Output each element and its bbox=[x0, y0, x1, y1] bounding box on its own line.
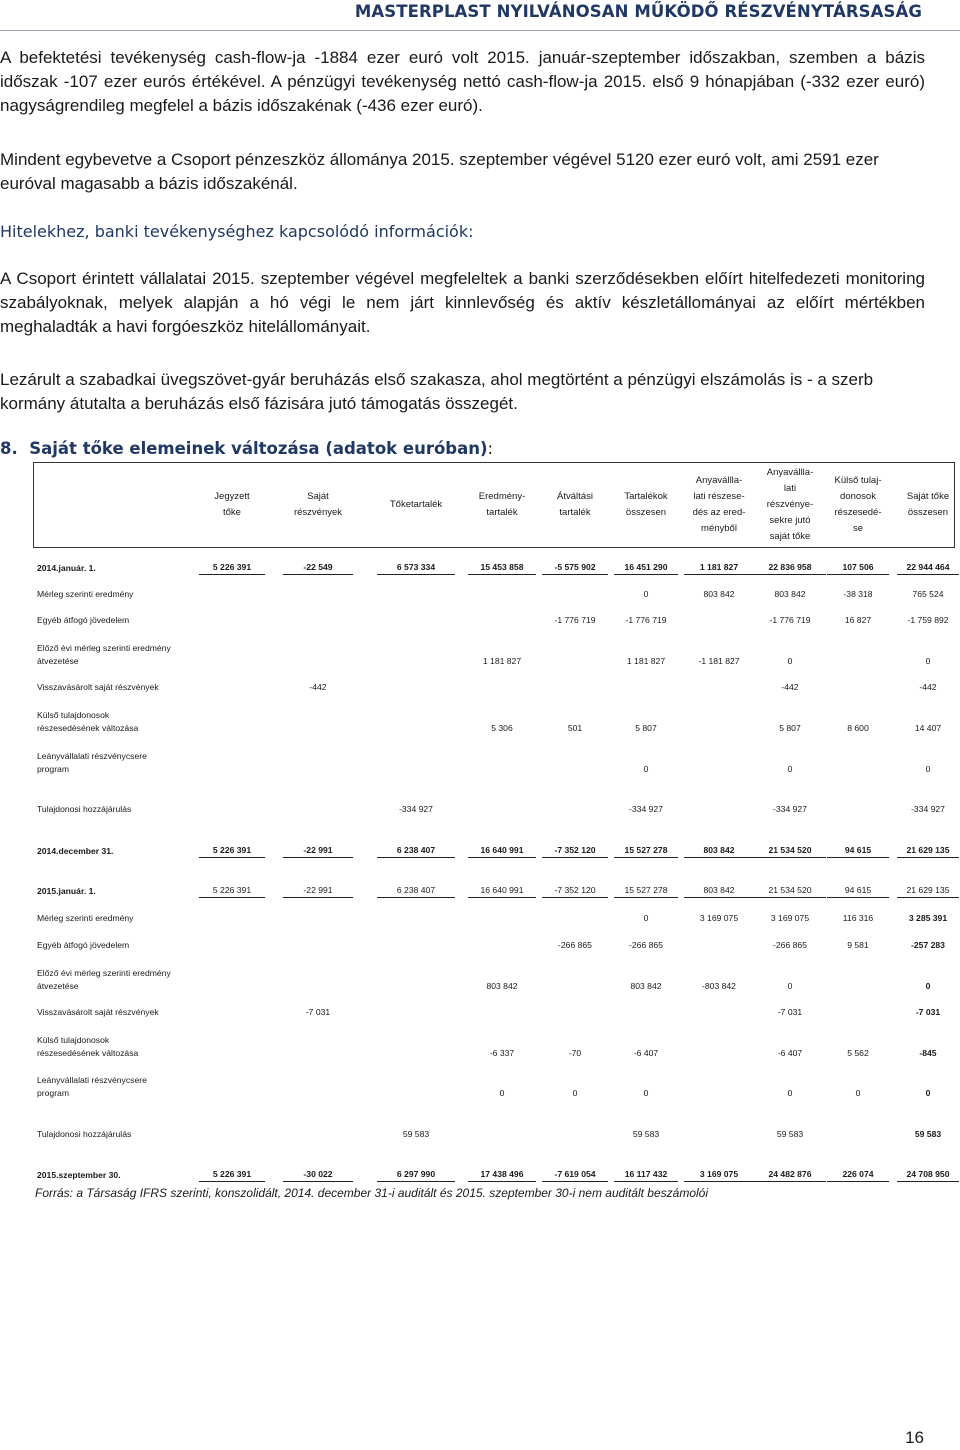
table-cell: -22 549 bbox=[283, 561, 353, 575]
table-cell: 0 bbox=[925, 981, 931, 991]
row-label bbox=[37, 1128, 131, 1141]
table-cell: 24 708 950 bbox=[897, 1168, 959, 1182]
paragraph-cashflow: A befektetési tevékenység cash-flow-ja -1884 ezer euró volt 2015. január-szeptember időszakban, szemben a bázis időszak -107 ezer eurós értékével. A pénzügyi tevékenység nettó cash-flow-ja 2015. első 9 hónapjában (-332 ezer euró) nagyságrendileg megfelel a bázis időszakénak (-436 ezer euró). bbox=[0, 48, 925, 115]
table-cell: 15 527 278 bbox=[614, 884, 678, 898]
table-cell: -7 031 bbox=[777, 1007, 803, 1017]
row-label bbox=[37, 939, 129, 952]
row-label-line: program bbox=[37, 1088, 69, 1098]
column-header bbox=[278, 462, 358, 548]
table-cell: 15 453 858 bbox=[468, 561, 536, 575]
table-cell: 5 807 bbox=[779, 723, 801, 733]
table-row bbox=[37, 597, 957, 627]
table-cell: 16 117 432 bbox=[614, 1168, 678, 1182]
row-label bbox=[37, 1006, 159, 1019]
table-cell: 5 226 391 bbox=[199, 844, 265, 858]
paragraph-bank-covenants: A Csoport érintett vállalatai 2015. szeptember végével megfeleltek a banki szerződésekben előírt hitelfedezeti monitoring szabályoknak, melyek alapján a hó végi le nem járt kinnlevőség és aktív készletállományai az előírt mértékben meghaladták a havi forgóeszköz hitelállományait. bbox=[0, 269, 925, 336]
paragraph-cash-balance: Mindent egybevetve a Csoport pénzeszköz állománya 2015. szeptember végével 5120 ezer euró volt, ami 2591 ezer euróval magasabb a bázis időszakénál. bbox=[0, 150, 879, 193]
table-cell: -442 bbox=[919, 682, 937, 692]
row-label-line: 2014.december 31. bbox=[37, 846, 114, 856]
table-row bbox=[37, 705, 957, 735]
table-cell: 803 842 bbox=[684, 884, 754, 898]
table-cell: 6 573 334 bbox=[377, 561, 455, 575]
table-row bbox=[37, 922, 957, 952]
table-cell: 21 629 135 bbox=[897, 844, 959, 858]
table-cell: 0 bbox=[855, 1088, 861, 1098]
table-cell: 0 bbox=[643, 1088, 649, 1098]
table-cell: -1 776 719 bbox=[554, 615, 596, 625]
subheading-bank-info: Hitelekhez, banki tevékenységhez kapcsolódó információk: bbox=[0, 222, 474, 241]
paragraph-investment: Lezárult a szabadkai üvegszövet-gyár beruházás első szakasza, ahol megtörtént a pénzügyi elszámolás is - a szerb kormány átutalta a beruházás első fázisára jutó támogatás összegét. bbox=[0, 370, 874, 413]
table-cell: -38 318 bbox=[843, 589, 873, 599]
column-header-line: részvények bbox=[293, 507, 343, 518]
table-cell: -1 776 719 bbox=[769, 615, 811, 625]
row-label-line: Egyéb átfogó jövedelem bbox=[37, 615, 130, 625]
table-cell: 94 615 bbox=[827, 884, 889, 898]
table-cell: -334 927 bbox=[773, 804, 807, 814]
table-cell: 1 181 827 bbox=[684, 561, 754, 575]
row-label-line: 2015.szeptember 30. bbox=[37, 1170, 121, 1180]
section-title-text: Saját tőke elemeinek változása (adatok euróban) bbox=[29, 439, 488, 458]
table-cell: 0 bbox=[787, 764, 793, 774]
column-header-line: Tartalékok bbox=[624, 491, 668, 502]
table-cell: 22 836 958 bbox=[754, 561, 826, 575]
table-cell: 803 842 bbox=[684, 844, 754, 858]
table-cell: -266 865 bbox=[558, 940, 592, 950]
table-cell: -6 407 bbox=[777, 1048, 803, 1058]
row-label-line: Előző évi mérleg szerinti eredmény bbox=[37, 968, 171, 978]
row-label bbox=[37, 614, 129, 627]
column-header-line: Jegyzett bbox=[214, 491, 250, 502]
table-cell: 0 bbox=[499, 1088, 505, 1098]
table-cell: 501 bbox=[567, 723, 583, 733]
table-cell: 5 562 bbox=[847, 1048, 869, 1058]
page-number: 16 bbox=[905, 1428, 924, 1447]
column-header-line: részvénye- bbox=[766, 499, 814, 510]
table-row bbox=[37, 1111, 957, 1141]
table-cell: 1 181 827 bbox=[626, 656, 666, 666]
row-label-line: részesedésének változása bbox=[37, 1048, 139, 1058]
row-label-line: Visszavásárolt saját részvények bbox=[37, 1007, 159, 1017]
row-label bbox=[37, 681, 159, 694]
table-source-footnote: Forrás: a Társaság IFRS szerinti, konszolidált, 2014. december 31-i auditált és 2015. szeptember 30-i nem auditált beszámolói bbox=[35, 1186, 708, 1200]
column-header-line: részesedé- bbox=[834, 507, 882, 518]
row-label-line: Visszavásárolt saját részvények bbox=[37, 682, 159, 692]
table-cell: 14 407 bbox=[914, 723, 942, 733]
row-label bbox=[37, 1074, 147, 1100]
column-header bbox=[818, 462, 898, 548]
table-cell: 5 226 391 bbox=[199, 561, 265, 575]
row-label bbox=[37, 1169, 121, 1182]
table-cell: 59 583 bbox=[632, 1129, 660, 1139]
table-cell: -334 927 bbox=[629, 804, 663, 814]
column-header-line: Tőketartalék bbox=[389, 499, 443, 510]
table-cell: 3 169 075 bbox=[684, 1168, 754, 1182]
table-row bbox=[37, 664, 957, 694]
table-cell: 6 297 990 bbox=[377, 1168, 455, 1182]
table-cell: -442 bbox=[781, 682, 799, 692]
column-header bbox=[535, 462, 615, 548]
table-cell: -845 bbox=[919, 1048, 937, 1058]
table-cell: -30 022 bbox=[283, 1168, 353, 1182]
table-cell: 803 842 bbox=[486, 981, 518, 991]
column-header-line: Anyavállla- bbox=[766, 467, 814, 478]
table-cell: 16 827 bbox=[844, 615, 872, 625]
table-cell: 59 583 bbox=[914, 1129, 942, 1139]
table-cell: -334 927 bbox=[911, 804, 945, 814]
row-label-line: Egyéb átfogó jövedelem bbox=[37, 940, 130, 950]
column-header bbox=[376, 462, 456, 548]
table-cell: 5 306 bbox=[491, 723, 513, 733]
table-cell: 16 640 991 bbox=[468, 884, 536, 898]
column-header-line: tartalék bbox=[486, 507, 518, 518]
table-cell: 9 581 bbox=[847, 940, 869, 950]
table-cell: 21 534 520 bbox=[754, 844, 826, 858]
column-header-line: Saját tőke bbox=[906, 491, 950, 502]
table-cell: -442 bbox=[309, 682, 327, 692]
column-header-line: tartalék bbox=[559, 507, 591, 518]
row-label-line: részesedésének változása bbox=[37, 723, 139, 733]
table-row bbox=[37, 895, 957, 925]
table-row bbox=[37, 1030, 957, 1060]
column-header bbox=[192, 462, 272, 548]
table-cell: 0 bbox=[787, 656, 793, 666]
table-cell: -7 031 bbox=[915, 1007, 941, 1017]
column-header-line: donosok bbox=[840, 491, 876, 502]
table-cell: 5 226 391 bbox=[199, 1168, 265, 1182]
column-header-line: se bbox=[852, 523, 864, 534]
document-header-company: MASTERPLAST NYILVÁNOSAN MŰKÖDŐ RÉSZVÉNYTÁRSASÁG bbox=[354, 2, 922, 21]
row-label-line: Külső tulajdonosok bbox=[37, 710, 110, 720]
table-row bbox=[37, 1070, 957, 1100]
row-label-line: átvezetése bbox=[37, 656, 79, 666]
table-cell: 0 bbox=[787, 1088, 793, 1098]
table-row bbox=[37, 1152, 957, 1182]
table-cell: -7 619 054 bbox=[542, 1168, 608, 1182]
table-cell: 8 600 bbox=[847, 723, 869, 733]
table-cell: 0 bbox=[787, 981, 793, 991]
row-label bbox=[37, 750, 147, 776]
table-cell: 803 842 bbox=[774, 589, 806, 599]
row-label-line: Leányvállalati részvénycsere bbox=[37, 1075, 147, 1085]
row-label-line: Előző évi mérleg szerinti eredmény bbox=[37, 643, 171, 653]
table-cell: -7 031 bbox=[305, 1007, 331, 1017]
table-cell: 0 bbox=[643, 589, 649, 599]
column-header-line: összesen bbox=[625, 507, 667, 518]
table-cell: 5 807 bbox=[635, 723, 657, 733]
row-label-line: átvezetése bbox=[37, 981, 79, 991]
table-cell: 59 583 bbox=[402, 1129, 430, 1139]
column-header-line: sekre jutó bbox=[769, 515, 811, 526]
row-label-line: Tulajdonosi hozzájárulás bbox=[37, 1129, 132, 1139]
table-cell: -257 283 bbox=[911, 940, 945, 950]
table-cell: 21 629 135 bbox=[897, 884, 959, 898]
column-header-line: saját tőke bbox=[769, 531, 811, 542]
table-cell: -266 865 bbox=[773, 940, 807, 950]
table-row bbox=[37, 868, 957, 898]
table-cell: -7 352 120 bbox=[542, 884, 608, 898]
table-cell: 3 169 075 bbox=[699, 913, 739, 923]
table-cell: 803 842 bbox=[630, 981, 662, 991]
column-header-line: összesen bbox=[907, 507, 949, 518]
column-header-line: lati részese- bbox=[693, 491, 745, 502]
row-label-line: Leányvállalati részvénycsere bbox=[37, 751, 147, 761]
table-cell: -22 991 bbox=[283, 884, 353, 898]
table-cell: -803 842 bbox=[702, 981, 736, 991]
column-header-line: lati bbox=[783, 483, 797, 494]
column-header bbox=[606, 462, 686, 548]
column-header bbox=[888, 462, 960, 548]
column-header-line: Saját bbox=[307, 491, 329, 502]
column-header-line: Eredmény- bbox=[478, 491, 526, 502]
table-cell: 0 bbox=[925, 764, 931, 774]
row-label-line: Tulajdonosi hozzájárulás bbox=[37, 804, 132, 814]
header-divider bbox=[0, 30, 960, 31]
table-cell: 803 842 bbox=[703, 589, 735, 599]
column-header-line: Átváltási bbox=[557, 491, 593, 502]
table-cell: -1 181 827 bbox=[698, 656, 740, 666]
table-cell: 0 bbox=[572, 1088, 578, 1098]
table-cell: 6 238 407 bbox=[377, 884, 455, 898]
table-cell: 59 583 bbox=[776, 1129, 804, 1139]
table-cell: -266 865 bbox=[629, 940, 663, 950]
row-label bbox=[37, 709, 138, 735]
table-cell: -6 407 bbox=[633, 1048, 659, 1058]
table-cell: 16 640 991 bbox=[468, 844, 536, 858]
section-number: 8. bbox=[0, 439, 18, 458]
column-header-line: Külső tulaj- bbox=[834, 475, 882, 486]
table-cell: -334 927 bbox=[399, 804, 433, 814]
table-cell: 21 534 520 bbox=[754, 884, 826, 898]
table-cell: -70 bbox=[568, 1048, 582, 1058]
table-cell: 17 438 496 bbox=[468, 1168, 536, 1182]
column-header-line: Anyavállla- bbox=[695, 475, 743, 486]
column-header-line: dés az ered- bbox=[692, 507, 746, 518]
column-header-line: tőke bbox=[223, 507, 241, 518]
row-label-line: program bbox=[37, 764, 69, 774]
table-row bbox=[37, 746, 957, 776]
table-cell: 3 169 075 bbox=[770, 913, 810, 923]
column-header bbox=[462, 462, 542, 548]
table-cell: 0 bbox=[643, 913, 649, 923]
column-header-line: ményből bbox=[701, 523, 737, 534]
table-cell: 116 316 bbox=[842, 913, 874, 923]
table-cell: -5 575 902 bbox=[542, 561, 608, 575]
table-cell: -6 337 bbox=[489, 1048, 515, 1058]
row-label-line: Mérleg szerinti eredmény bbox=[37, 913, 134, 923]
table-cell: 94 615 bbox=[827, 844, 889, 858]
row-label-line: 2015.január. 1. bbox=[37, 886, 96, 896]
table-cell: 5 226 391 bbox=[199, 884, 265, 898]
table-cell: -1 759 892 bbox=[907, 615, 949, 625]
table-cell: -7 352 120 bbox=[542, 844, 608, 858]
section-title-colon: : bbox=[487, 439, 494, 458]
row-label-line: Mérleg szerinti eredmény bbox=[37, 589, 134, 599]
table-cell: 22 944 464 bbox=[897, 561, 959, 575]
table-cell: 0 bbox=[643, 764, 649, 774]
table-cell: 107 506 bbox=[827, 561, 889, 575]
table-cell: 3 285 391 bbox=[908, 913, 948, 923]
table-cell: 0 bbox=[925, 1088, 931, 1098]
column-header bbox=[679, 462, 759, 548]
table-cell: 0 bbox=[925, 656, 931, 666]
table-row bbox=[37, 989, 957, 1019]
row-label bbox=[37, 803, 131, 816]
row-label bbox=[37, 845, 113, 858]
row-label-line: 2014.január. 1. bbox=[37, 563, 96, 573]
table-cell: 15 527 278 bbox=[614, 844, 678, 858]
table-cell: -22 991 bbox=[283, 844, 353, 858]
table-cell: 226 074 bbox=[827, 1168, 889, 1182]
table-cell: 16 451 290 bbox=[614, 561, 678, 575]
table-cell: 24 482 876 bbox=[754, 1168, 826, 1182]
table-cell: 6 238 407 bbox=[377, 844, 455, 858]
table-cell: -1 776 719 bbox=[625, 615, 667, 625]
table-cell: 1 181 827 bbox=[482, 656, 522, 666]
section-title bbox=[0, 439, 493, 458]
row-label-line: Külső tulajdonosok bbox=[37, 1035, 110, 1045]
table-row bbox=[37, 786, 957, 816]
table-cell: 765 524 bbox=[912, 589, 944, 599]
table-row bbox=[37, 828, 957, 858]
row-label bbox=[37, 1034, 138, 1060]
